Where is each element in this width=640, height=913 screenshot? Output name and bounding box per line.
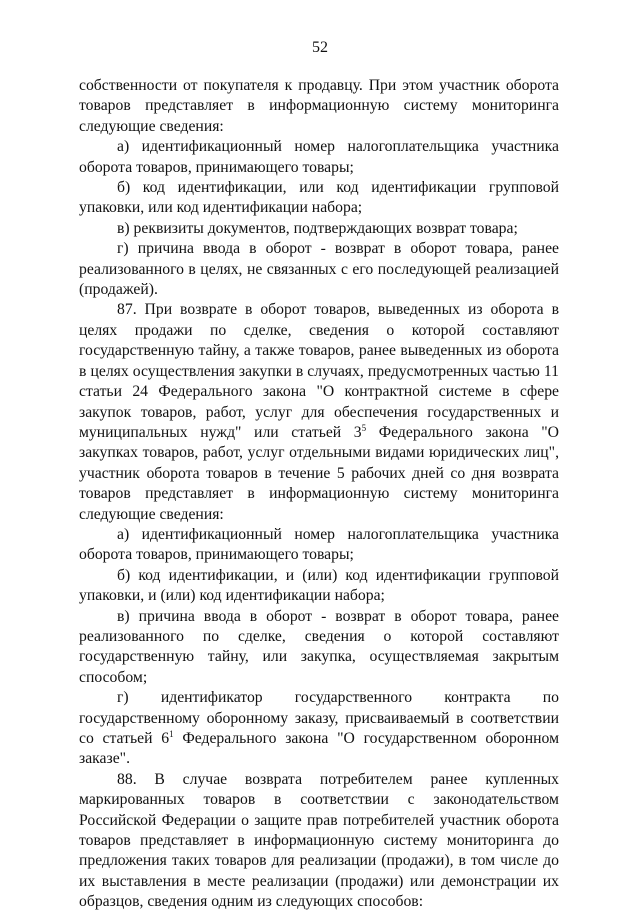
paragraph-87-item-b: б) код идентификации, и (или) код идентификации групповой упаковки, и (или) код идентификации набора; — [79, 566, 559, 605]
paragraph-87-item-g: г) идентификатор государственного контракта по государственному оборонному заказу, присваиваемый в соответствии со статьей $6^1$ Федерального закона "О государственном оборонном заказе". — [79, 689, 559, 768]
paragraph-88: 88. В случае возврата потребителем ранее купленных маркированных товаров в соответствии с законодательством Российской Федерации о защите прав потребителей участник оборота товаров представляет в информационную систему мониторинга до предложения таких товаров для реализации (продажи), в том числе до их выставления в месте реализации (продажи) или демонстрации их образцов, сведения одним из следующих способов: — [79, 770, 559, 911]
document-body — [79, 76, 559, 913]
paragraph-87: 87. При возврате в оборот товаров, выведенных из оборота в целях продажи по сделке, сведения о которой составляют государственную тайну, а также товаров, ранее выведенных из оборота в целях осуществления закупки в случаях, предусмотренных частью 11 статьи 24 Федерального закона "О контрактной системе в сфере закупок товаров, работ, услуг для обеспечения государственных и муниципальных нужд" или статьей $3^5$ Федерального закона "О закупках товаров, работ, услуг отдельными видами юридических лиц", участник оборота товаров в течение 5 рабочих дней со дня возврата товаров представляет в информационную систему мониторинга следующие сведения: — [79, 301, 559, 523]
superscript: 1 — [169, 728, 174, 739]
paragraph-87-item-a: а) идентификационный номер налогоплательщика участника оборота товаров, принимающего товары; — [79, 525, 559, 564]
paragraph-item-g: г) причина ввода в оборот - возврат в оборот товара, ранее реализованного в целях, не связанных с его последующей реализацией (продажей). — [79, 240, 559, 299]
paragraph-item-a: а) идентификационный номер налогоплательщика участника оборота товаров, принимающего товары; — [79, 138, 559, 176]
page-number: 52 — [312, 39, 328, 56]
superscript: 5 — [361, 422, 367, 433]
paragraph-item-b: б) код идентификации, или код идентификации групповой упаковки, или код идентификации набора; — [79, 179, 559, 217]
paragraph-87-item-v: в) причина ввода в оборот - возврат в оборот товара, ранее реализованного по сделке, сведения о которой составляют государственную тайну, или закупка, осуществляемая закрытым способом; — [79, 607, 559, 686]
paragraph-intro: собственности от покупателя к продавцу. При этом участник оборота товаров представляет в информационную систему мониторинга следующие сведения: — [79, 77, 559, 135]
paragraph-item-v: в) реквизиты документов, подтверждающих возврат товара; — [117, 219, 518, 237]
